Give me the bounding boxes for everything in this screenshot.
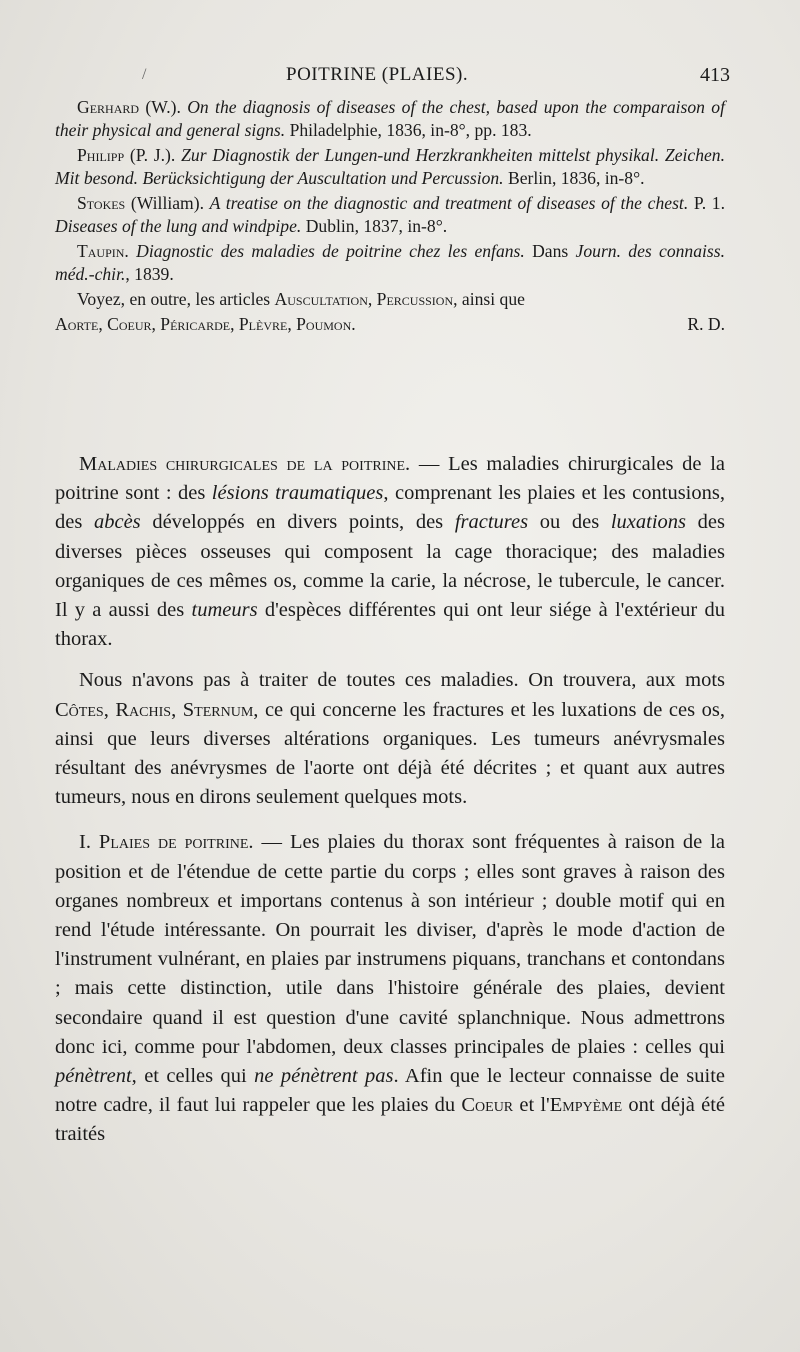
entry-author: Taupin bbox=[77, 241, 125, 261]
bibliography-entry: Stokes (William). A treatise on the diagnostic and treatment of diseases of the chest. P. 1. Diseases of the lung and windpipe. Dublin, 1837, in-8°. bbox=[55, 193, 725, 236]
entry-title: A treatise on the diagnostic and treatment of diseases of the chest. bbox=[209, 193, 689, 213]
section-paragraph: I. Plaies de poitrine. — Les plaies du thorax sont fréquentes à raison de la position et de l'étendue de cette partie du corps ; elles sont graves à raison des organes nombreux et importans contenus à son intérieur ; double motif qui en rend l'étude intéressante. On pourrait les diviser, d'après le mode d'action de l'instrument vulnérant, en plaies par instrumens piquans, tranchans et contondans ; mais cette distinction, utile dans l'histoire générale des plaies, devient secondaire quand il est question d'une cavité splanchnique. Nous admettrons donc ici, comme pour l'abdomen, deux classes principales de plaies : celles qui pénètrent, et celles qui ne pénètrent pas. Afin que le lecteur connaisse de suite notre cadre, il faut lui rappeler que les plaies du Coeur et l'Empyème ont déjà été traités bbox=[55, 831, 726, 1146]
entry-author: Philipp bbox=[77, 145, 125, 165]
bibliography bbox=[55, 96, 725, 336]
paragraph: Nous n'avons pas à traiter de toutes ces maladies. On trouvera, aux mots Côtes, Rachis, Sternum, ce qui concerne les fractures et les luxations de ces os, ainsi que leurs diverses altérations organiques. Les tumeurs anévrysmales résultant des anévrysmes de l'aorte ont déjà été décrites ; et quant aux autres tumeurs, nous en dirons seulement quelques mots. bbox=[55, 669, 725, 809]
bibliography-entry: Gerhard (W.). On the diagnosis of diseases of the chest, based upon the comparaison of their physical and general signs. Philadelphie, 1836, in-8°, pp. 183. bbox=[55, 97, 725, 140]
bibliography-entry: Philipp (P. J.). Zur Diagnostik der Lungen-und Herzkrankheiten mittelst physikal. Zeichen. Mit besond. Berücksichtigung der Auscultation und Percussion. Berlin, 1836, in-8°. bbox=[55, 145, 726, 188]
running-title: POITRINE (PLAIES). bbox=[286, 64, 469, 85]
entry-journal: Journ. des connaiss. méd.-chir. bbox=[55, 241, 725, 284]
entry-subtitle: Diseases of the lung and windpipe. bbox=[55, 216, 302, 236]
author-initials: R. D. bbox=[687, 314, 725, 334]
entry-title: On the diagnosis of diseases of the chest, based upon the comparaison of their physical and general signs. bbox=[55, 97, 725, 140]
section-heading: Maladies chirurgicales de la poitrine. bbox=[79, 453, 411, 475]
entry-author: Stokes bbox=[77, 193, 126, 213]
see-also: Voyez, en outre, les articles Auscultation, Percussion, ainsi que bbox=[77, 289, 525, 309]
entry-author: Gerhard bbox=[77, 97, 140, 117]
margin-mark: / bbox=[142, 66, 147, 83]
main-text bbox=[55, 450, 725, 1150]
section-intro-paragraph: Maladies chirurgicales de la poitrine. — Les maladies chirurgicales de la poitrine sont : des lésions traumatiques, comprenant les plaies et les contusions, des abcès développés en divers points, des fractures ou des luxations des diverses pièces osseuses qui composent la cage thoracique; des maladies organiques de ces mêmes os, comme la carie, la nécrose, le tubercule, le cancer. Il y a aussi des tumeurs d'espèces différentes qui ont leur siége à l'extérieur du thorax. bbox=[55, 453, 726, 651]
section-heading: I. Plaies de poitrine. bbox=[79, 831, 254, 854]
entry-title: Diagnostic des maladies de poitrine chez les enfans. bbox=[136, 241, 525, 261]
page-header bbox=[0, 64, 800, 92]
page-number: 413 bbox=[700, 64, 730, 86]
see-also-line bbox=[55, 313, 725, 336]
see-also-articles: Aorte, Coeur, Péricarde, Plèvre, Poumon. bbox=[55, 314, 356, 334]
entry-title: Zur Diagnostik der Lungen-und Herzkrankheiten mittelst physikal. Zeichen. Mit besond. Berücksichtigung der Auscultation und Percussion. bbox=[55, 145, 726, 188]
bibliography-entry: Taupin. Diagnostic des maladies de poitrine chez les enfans. Dans Journ. des connaiss. méd.-chir., 1839. bbox=[55, 241, 725, 284]
